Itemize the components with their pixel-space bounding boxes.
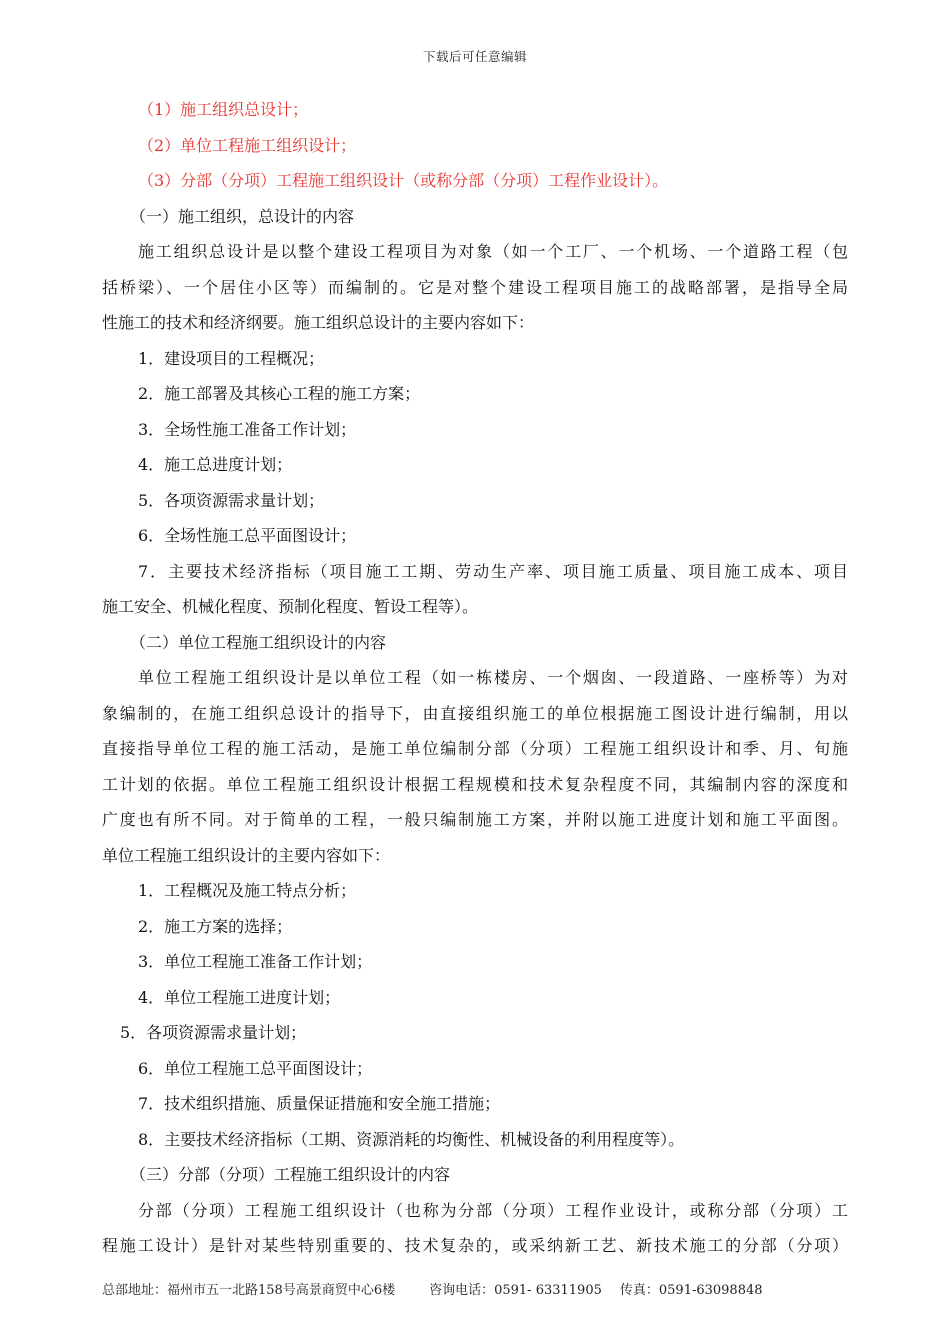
text-line: 1．工程概况及施工特点分析； [138, 881, 357, 900]
text-line: 施工组织总设计是以整个建设工程项目为对象（如一个工厂、一个机场、一个道路工程（包 [138, 242, 848, 261]
text-line: 分部（分项）工程施工组织设计（也称为分部（分项）工程作业设计，或称分部（分项）工 [138, 1200, 848, 1220]
text-line: 5．各项资源需求量计划； [138, 490, 325, 510]
text-line: 2．施工部署及其核心工程的施工方案； [138, 384, 421, 403]
text-line: 工计划的依据。单位工程施工组织设计根据工程规模和技术复杂程度不同，其编制内容的深度和 [102, 774, 848, 794]
text-line: 3．单位工程施工准备工作计划； [138, 952, 373, 971]
text-line: （二）单位工程施工组织设计的内容 [130, 632, 387, 652]
text-line: 2．施工方案的选择； [138, 916, 293, 936]
text-line: 单位工程施工组织设计是以单位工程（如一栋楼房、一个烟囱、一段道路、一座桥等）为对 [138, 668, 848, 687]
footer-address: 总部地址：福州市五一北路158号高景商贸中心6楼 [102, 1283, 396, 1298]
text-line: 括桥梁）、一个居住小区等）而编制的。它是对整个建设工程项目施工的战略部署，是指导全局 [102, 277, 848, 297]
text-line: 8．主要技术经济指标（工期、资源消耗的均衡性、机械设备的利用程度等）。 [138, 1129, 685, 1149]
text-line: 施工安全、机械化程度、预制化程度、暂设工程等）。 [102, 597, 479, 616]
text-line: 4．施工总进度计划； [138, 455, 293, 474]
text-line: 性施工的技术和经济纲要。施工组织总设计的主要内容如下： [102, 313, 535, 332]
footer-phone: 咨询电话：0591- 63311905 [429, 1283, 602, 1298]
text-line: （3）分部（分项）工程施工组织设计（或称分部（分项）工程作业设计）。 [138, 171, 669, 190]
document-body [102, 92, 848, 1264]
text-line: （2）单位工程施工组织设计； [138, 135, 357, 155]
text-line: （三）分部（分项）工程施工组织设计的内容 [130, 1165, 451, 1184]
text-line: 程施工设计）是针对某些特别重要的、技术复杂的，或采纳新工艺、新技术施工的分部（分项） [102, 1236, 848, 1255]
text-line: 3．全场性施工准备工作计划； [138, 419, 357, 439]
text-line: （1）施工组织总设计； [138, 100, 309, 119]
text-line: 广度也有所不同。对于简单的工程，一般只编制施工方案，并附以施工进度计划和施工平面图。 [102, 810, 848, 829]
text-line: 7．技术组织措施、质量保证措施和安全施工措施； [138, 1094, 501, 1113]
text-line: （一）施工组织，总设计的内容 [130, 206, 355, 226]
text-line: 5．各项资源需求量计划； [120, 1023, 307, 1042]
page-footer [102, 1279, 862, 1298]
text-line: 7．主要技术经济指标（项目施工工期、劳动生产率、项目施工质量、项目施工成本、项目 [138, 561, 848, 581]
text-line: 直接指导单位工程的施工活动，是施工单位编制分部（分项）工程施工组织设计和季、月、旬施 [102, 739, 848, 758]
text-line: 6．全场性施工总平面图设计； [138, 526, 357, 545]
text-line: 象编制的，在施工组织总设计的指导下，由直接组织施工的单位根据施工图设计进行编制，用以 [102, 703, 848, 723]
text-line: 6．单位工程施工总平面图设计； [138, 1058, 373, 1078]
text-line: 1．建设项目的工程概况； [138, 348, 325, 368]
page-header: 下载后可任意编辑 [422, 49, 527, 64]
footer-fax: 传真：0591-63098848 [619, 1283, 763, 1298]
text-line: 4．单位工程施工进度计划； [138, 987, 341, 1007]
text-line: 单位工程施工组织设计的主要内容如下： [102, 845, 391, 865]
